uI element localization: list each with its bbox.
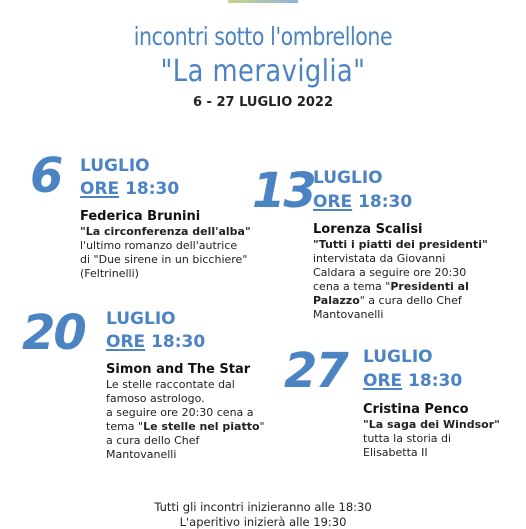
event-desc-line: Caldara a seguire ore 20:30 [313, 266, 467, 279]
event-time [106, 332, 205, 352]
event-description [80, 225, 251, 281]
event-guest-name: Federica Brunini [80, 209, 201, 224]
event-time [80, 179, 179, 199]
event-date-range: 6 - 27 LUGLIO 2022 [192, 95, 334, 110]
event-desc-line: intervistata da Giovanni [313, 252, 446, 265]
event-book-title: "La circonferenza dell'alba" [80, 225, 251, 238]
event-time [363, 371, 462, 391]
event-desc-line: (Feltrinelli) [80, 267, 139, 280]
event-day-number: 6 [30, 148, 62, 204]
event-time-value: 18:30 [358, 192, 413, 212]
event-day-number: 20 [22, 305, 85, 361]
event-month: LUGLIO [80, 156, 150, 176]
event-book-title: "Tutti i piatti dei presidenti" [313, 238, 488, 251]
event-guest-name: Simon and The Star [106, 362, 251, 377]
event-time-value: 18:30 [151, 332, 206, 352]
event-month: LUGLIO [313, 168, 383, 188]
event-series-title: incontri sotto l'ombrellone [133, 22, 393, 51]
event-desc-line: Le stelle raccontate dal [106, 378, 235, 391]
event-guest-name: Lorenza Scalisi [313, 222, 423, 237]
top-color-strip [228, 0, 298, 3]
event-time-ore: ORE [80, 179, 120, 199]
event-book-title: "La saga dei Windsor" [363, 418, 500, 431]
event-time [313, 192, 412, 212]
event-time-ore: ORE [106, 332, 146, 352]
event-desc-line: tema "Le stelle nel piatto" [106, 420, 265, 433]
event-desc-line: l'ultimo romanzo dell'autrice [80, 239, 238, 252]
event-desc-line: di "Due sirene in un bicchiere" [80, 253, 248, 266]
event-desc-line: Palazzo" a cura dello Chef [313, 294, 462, 307]
event-desc-line: Mantovanelli [313, 308, 384, 321]
footer-aperitivo-time: L'aperitivo inizierà alle 19:30 [179, 515, 347, 529]
event-day-number: 27 [284, 343, 347, 399]
event-time-value: 18:30 [125, 179, 180, 199]
event-description [363, 418, 500, 460]
event-guest-name: Cristina Penco [363, 402, 469, 417]
event-series-subtitle: "La meraviglia" [160, 54, 366, 89]
event-time-ore: ORE [363, 371, 403, 391]
event-time-ore: ORE [313, 192, 353, 212]
event-month: LUGLIO [363, 347, 433, 367]
event-desc-line: famoso astrologo. [106, 392, 205, 405]
event-description [313, 238, 488, 322]
event-description [106, 378, 265, 462]
event-desc-line: a cura dello Chef [106, 434, 200, 447]
event-desc-line: Elisabetta II [363, 446, 428, 459]
event-time-value: 18:30 [408, 371, 463, 391]
event-desc-line: Mantovanelli [106, 448, 177, 461]
event-desc-line: tutta la storia di [363, 432, 452, 445]
footer-start-time: Tutti gli incontri inizieranno alle 18:30 [154, 500, 372, 514]
event-day-number: 13 [252, 163, 315, 219]
event-desc-line: a seguire ore 20:30 cena a [106, 406, 254, 419]
event-month: LUGLIO [106, 309, 176, 329]
event-desc-line: cena a tema "Presidenti al [313, 280, 469, 293]
